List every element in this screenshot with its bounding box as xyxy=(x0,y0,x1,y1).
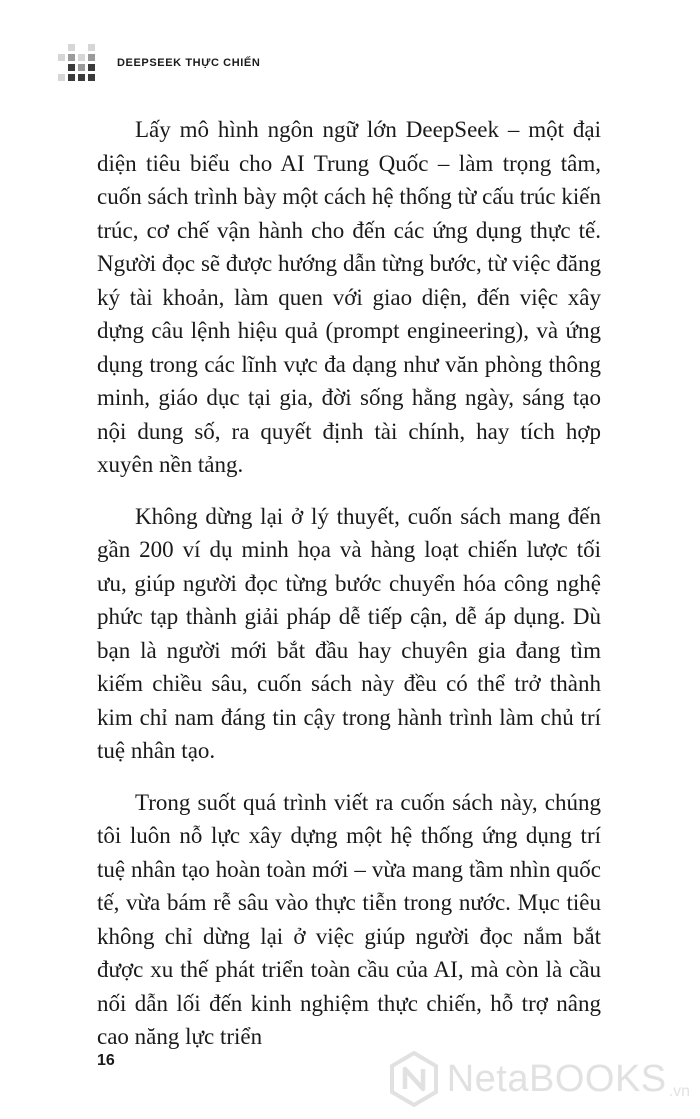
running-title: DEEPSEEK THỰC CHIẾN xyxy=(117,56,261,69)
page-number: 16 xyxy=(97,1052,115,1069)
paragraph: Không dừng lại ở lý thuyết, cuốn sách mang đến gần 200 ví dụ minh họa và hàng loạt chiến lược tối ưu, giúp người đọc từng bước chuyển hóa công nghệ phức tạp thành giải pháp dễ tiếp cận, dễ áp dụng. Dù bạn là người mới bắt đầu hay chuyên gia đang tìm kiếm chiều sâu, cuốn sách này đều có thể trở thành kim chỉ nam đáng tin cậy trong hành trình làm chủ trí tuệ nhân tạo. xyxy=(97,503,601,763)
neta-books-logo-icon xyxy=(389,1051,439,1107)
paragraph: Trong suốt quá trình viết ra cuốn sách này, chúng tôi luôn nỗ lực xây dựng một hệ thống ứng dụng trí tuệ nhân tạo hoàn toàn mới – vừa mang tầm nhìn quốc tế, vừa bám rễ sâu vào thực tiễn trong nước. Mục tiêu không chỉ dừng lại ở việc giúp người đọc nắm bắt được xu thế phát triển toàn cầu của AI, mà còn là cầu nối dẫn lối đến kinh nghiệm thực chiến, hỗ trợ nâng cao năng lực triển xyxy=(97,789,601,1049)
watermark-brand: NetaBOOKS xyxy=(446,1057,667,1100)
watermark-suffix: .vn xyxy=(668,1083,690,1100)
watermark xyxy=(389,1051,690,1107)
decorative-dots-icon xyxy=(58,44,95,81)
running-header xyxy=(58,44,260,81)
paragraph: Lấy mô hình ngôn ngữ lớn DeepSeek – một đại diện tiêu biểu cho AI Trung Quốc – làm trọng tâm, cuốn sách trình bày một cách hệ thống từ cấu trúc kiến trúc, cơ chế vận hành cho đến các ứng dụng thực tế. Người đọc sẽ được hướng dẫn từng bước, từ việc đăng ký tài khoản, làm quen với giao diện, đến việc xây dựng câu lệnh hiệu quả (prompt engineering), và ứng dụng trong các lĩnh vực đa dạng như văn phòng thông minh, giáo dục tại gia, đời sống hằng ngày, sáng tạo nội dung số, ra quyết định tài chính, hay tích hợp xuyên nền tảng. xyxy=(97,117,601,477)
page-body xyxy=(97,113,601,1072)
